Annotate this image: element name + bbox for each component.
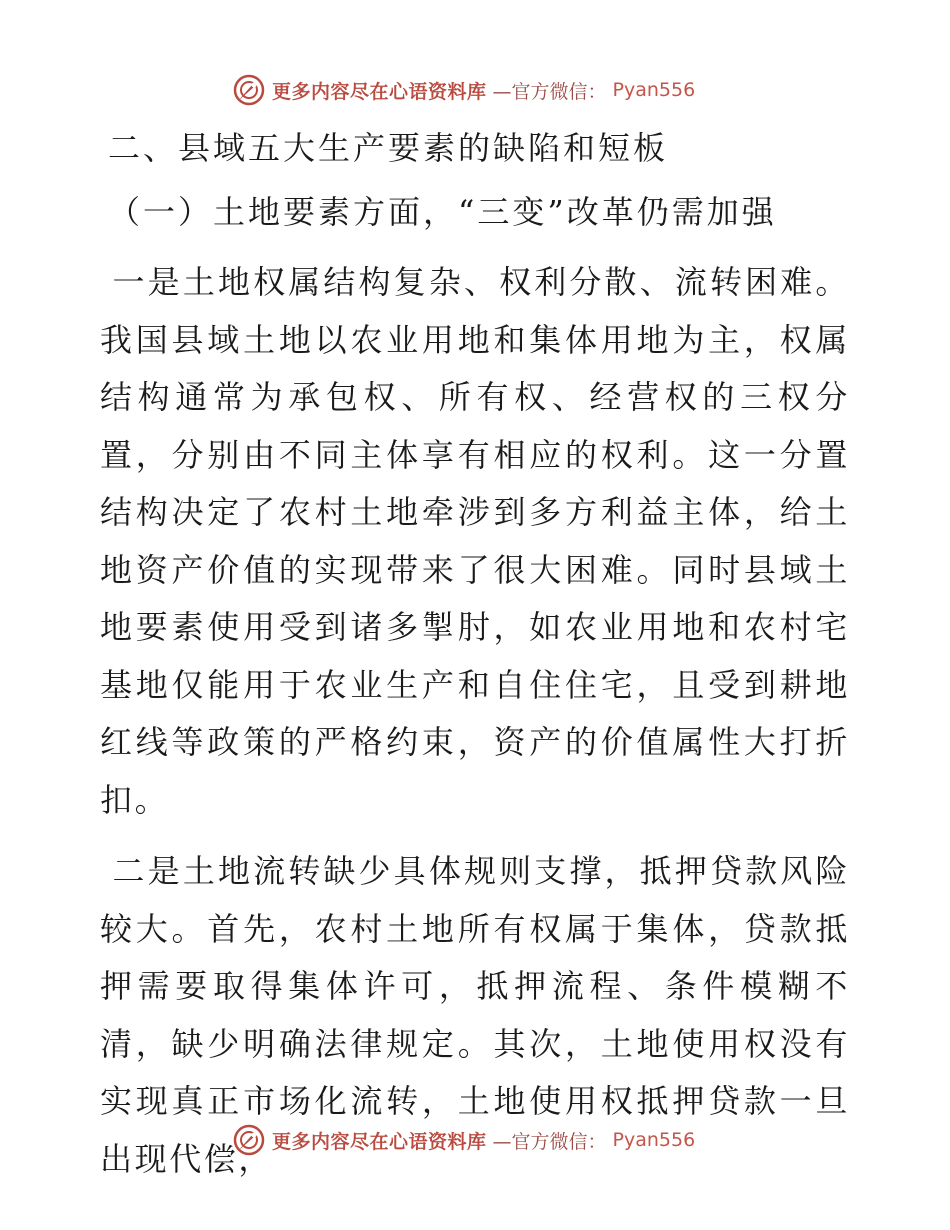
pen-logo-icon: [232, 73, 266, 107]
paragraph-1: [100, 254, 850, 829]
paragraph-1-text: 一是土地权属结构复杂、权利分散、流转困难。我国县域土地以农业用地和集体用地为主，权属结构通常为承包权、所有权、经营权的三权分置，分别由不同主体享有相应的权利。这一分置结构决定了农村土地牵涉到多方利益主体，给土地资产价值的实现带来了很大困难。同时县域土地要素使用受到诸多掣肘，如农业用地和农村宅基地仅能用于农业生产和自住住宅，且受到耕地红线等政策的严格约束，资产的价值属性大打折扣。: [100, 263, 850, 819]
banner-text: 更多内容尽在心语资料库: [272, 80, 487, 103]
section-heading: 二、县域五大生产要素的缺陷和短板: [108, 129, 669, 167]
banner-handle: Pyan556: [612, 79, 696, 101]
banner-handle: Pyan556: [612, 1129, 696, 1151]
pen-logo-icon: [232, 1123, 266, 1157]
banner-separator: —官方微信：: [492, 80, 607, 103]
banner-separator: —官方微信：: [492, 1130, 607, 1153]
paragraph-2-text: 二是土地流转缺少具体规则支撑，抵押贷款风险较大。首先，农村土地所有权属于集体，贷款抵押需要取得集体许可，抵押流程、条件模糊不清，缺少明确法律规定。其次，土地使用权没有实现真正市场化流转，土地使用权抵押贷款一旦出现代偿，: [100, 852, 850, 1178]
subsection-heading: （一）土地要素方面，“三变”改革仍需加强: [108, 193, 777, 231]
watermark-banner-top: [232, 72, 695, 108]
watermark-banner-bottom: [232, 1122, 695, 1158]
banner-text: 更多内容尽在心语资料库: [272, 1130, 487, 1153]
document-body: [100, 120, 850, 1188]
